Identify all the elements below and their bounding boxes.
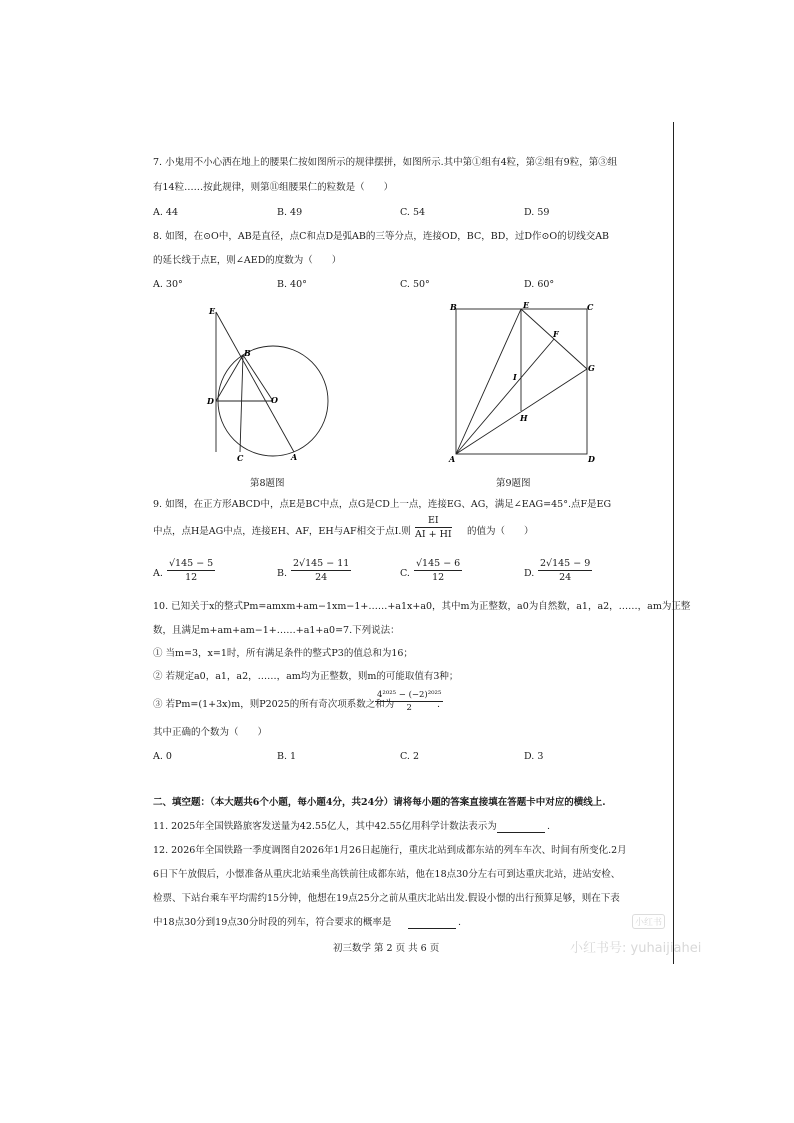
q7-option-b: B. 49 <box>277 207 303 218</box>
q9-option-d-den: 24 <box>559 572 572 583</box>
q9-option-d-letter: D. <box>524 568 535 579</box>
q9-option-b-letter: B. <box>277 568 288 579</box>
q9-line1: 9. 如图，在正方形ABCD中，点E是BC中点，点G是CD上一点，连接EG、AG，满足∠EAG=45°.点F是EG <box>153 499 612 510</box>
section-2-heading: 二、填空题：（本大题共6个小题，每小题4分，共24分）请将每小题的答案直接填在答题卡中对应的横线上. <box>153 797 606 808</box>
q7-line1: 7. 小鬼用不小心洒在地上的腰果仁按如图所示的规律摆拼，如图所示.其中第①组有4粒，第②组有9粒，第③组 <box>153 157 618 168</box>
q10-statement-3-den: 2 <box>406 703 412 713</box>
q9-option-b-num: 2√145 − 11 <box>293 558 350 569</box>
q10-prompt: 其中正确的个数为（ ） <box>153 727 268 738</box>
q8-option-c: C. 50° <box>400 279 430 290</box>
q8-option-d: D. 60° <box>524 279 555 290</box>
q9-line2-pre: 中点，点H是AG中点，连接EH、AF，EH与AF相交于点I.则 <box>153 526 411 537</box>
q9-option-c-letter: C. <box>400 568 410 579</box>
q9-option-d-fraction <box>538 558 592 583</box>
q10-line2: 数，且满足m+am+am−1+……+a1+a0=7.下列说法： <box>153 625 400 636</box>
q9-option-b-fraction <box>291 558 351 583</box>
q9-ratio-denominator: AI + HI <box>415 529 452 540</box>
q7-option-a: A. 44 <box>153 207 178 218</box>
q9-option-c-num: √145 − 6 <box>416 558 461 569</box>
q10-statement-3-pre: ③ 若Pm=(1+3x)m，则P2025的所有奇次项系数之和为 <box>153 699 395 710</box>
q10-option-b: B. 1 <box>277 751 297 762</box>
q9-option-a-fraction <box>167 558 215 583</box>
line-af <box>456 339 554 454</box>
label-a9: A <box>449 454 456 464</box>
q10-statement-3-fraction <box>375 690 443 713</box>
q12-tail: . <box>458 917 462 928</box>
q12-line3: 检票、下站台乘车平均需约15分钟，他想在19点25分之前从重庆北站出发.假设小憬的出行预算足够，则在下表 <box>153 893 620 904</box>
figure-8 <box>200 300 340 470</box>
line-bd <box>216 355 243 401</box>
line-ae <box>456 309 521 454</box>
q10-statement-3-num: 4²⁰²⁵ − (−2)²⁰²⁵ <box>377 690 442 700</box>
line-ea <box>216 312 294 452</box>
q11-tail: . <box>547 821 551 832</box>
q8-line2: 的延长线于点E，则∠AED的度数为（ ） <box>153 255 342 266</box>
label-d: D <box>207 396 214 406</box>
q12-line2: 6日下午放假后，小憬准备从重庆北站乘坐高铁前往成都东站，他在18点30分左右可到达重庆北站，进站安检、 <box>153 869 621 880</box>
q9-option-c-fraction <box>414 558 462 583</box>
q9-option-a-num: √145 − 5 <box>169 558 214 569</box>
line-ag <box>456 369 587 454</box>
q8-option-b: B. 40° <box>277 279 307 290</box>
q11-line1: 11. 2025年全国铁路旅客发送量为42.55亿人，其中42.55亿用科学计数法表示为 <box>153 821 497 832</box>
line-bc <box>240 355 243 452</box>
label-g9: G <box>588 363 595 373</box>
q10-line1: 10. 已知关于x的整式Pm=amxm+am−1xm−1+……+a1x+a0，其中m为正整数，a0为自然数，a1，a2，……，am为正整 <box>153 601 691 612</box>
q9-option-c-den: 12 <box>432 572 445 583</box>
label-f9: F <box>553 329 559 339</box>
label-h9: H <box>520 413 528 423</box>
label-a: A <box>291 452 298 462</box>
right-margin-rule <box>673 122 674 964</box>
label-o: O <box>271 395 278 405</box>
q9-line2-post: 的值为（ ） <box>467 526 534 537</box>
label-e9: E <box>523 300 530 310</box>
label-c9: C <box>587 302 594 312</box>
q10-option-c: C. 2 <box>400 751 420 762</box>
q11-answer-blank <box>497 832 545 833</box>
q7-option-d: D. 59 <box>524 207 550 218</box>
figure-8-caption: 第8题图 <box>250 478 285 489</box>
q7-option-c: C. 54 <box>400 207 426 218</box>
q9-ratio-fraction <box>415 515 452 540</box>
figure-9-caption: 第9题图 <box>496 478 531 489</box>
q12-answer-blank <box>408 928 456 929</box>
q10-statement-3-post: . <box>437 699 441 710</box>
q10-statement-2: ② 若规定a0，a1，a2，……，am均为正整数，则m的可能取值有3种； <box>153 671 459 682</box>
q9-option-b-den: 24 <box>315 572 328 583</box>
page-footer: 初三数学 第 2 页 共 6 页 <box>333 943 440 954</box>
line-bo <box>243 355 273 401</box>
q7-line2: 有14粒……按此规律，则第⑪组腰果仁的粒数是（ ） <box>153 182 394 193</box>
label-e: E <box>209 306 216 316</box>
label-b: B <box>244 348 251 358</box>
label-c: C <box>237 453 244 463</box>
q12-line4: 中18点30分到19点30分时段的列车，符合要求的概率是 <box>153 917 392 928</box>
q12-line1: 12. 2026年全国铁路一季度调图自2026年1月26日起施行，重庆北站到成都东站的列车车次、时间有所变化.2月 <box>153 845 627 856</box>
label-b9: B <box>450 302 457 312</box>
label-i9: I <box>513 372 517 382</box>
q9-option-a-letter: A. <box>153 568 163 579</box>
watermark-logo: 小红书 <box>632 914 665 929</box>
watermark-text: 小红书号: yuhaijiahei <box>570 941 702 956</box>
q9-option-d-num: 2√145 − 9 <box>540 558 591 569</box>
q8-line1: 8. 如图，在⊙O中，AB是直径，点C和点D是弧AB的三等分点，连接OD，BC，BD，过D作⊙O的切线交AB <box>153 231 610 242</box>
label-d9: D <box>588 454 595 464</box>
q8-option-a: A. 30° <box>153 279 183 290</box>
q10-option-d: D. 3 <box>524 751 544 762</box>
q9-ratio-numerator: EI <box>415 515 452 528</box>
q9-option-a-den: 12 <box>185 572 198 583</box>
q10-option-a: A. 0 <box>153 751 172 762</box>
q10-statement-1: ① 当m=3，x=1时，所有满足条件的整式P3的值总和为16； <box>153 648 413 659</box>
figure-9 <box>445 300 605 465</box>
